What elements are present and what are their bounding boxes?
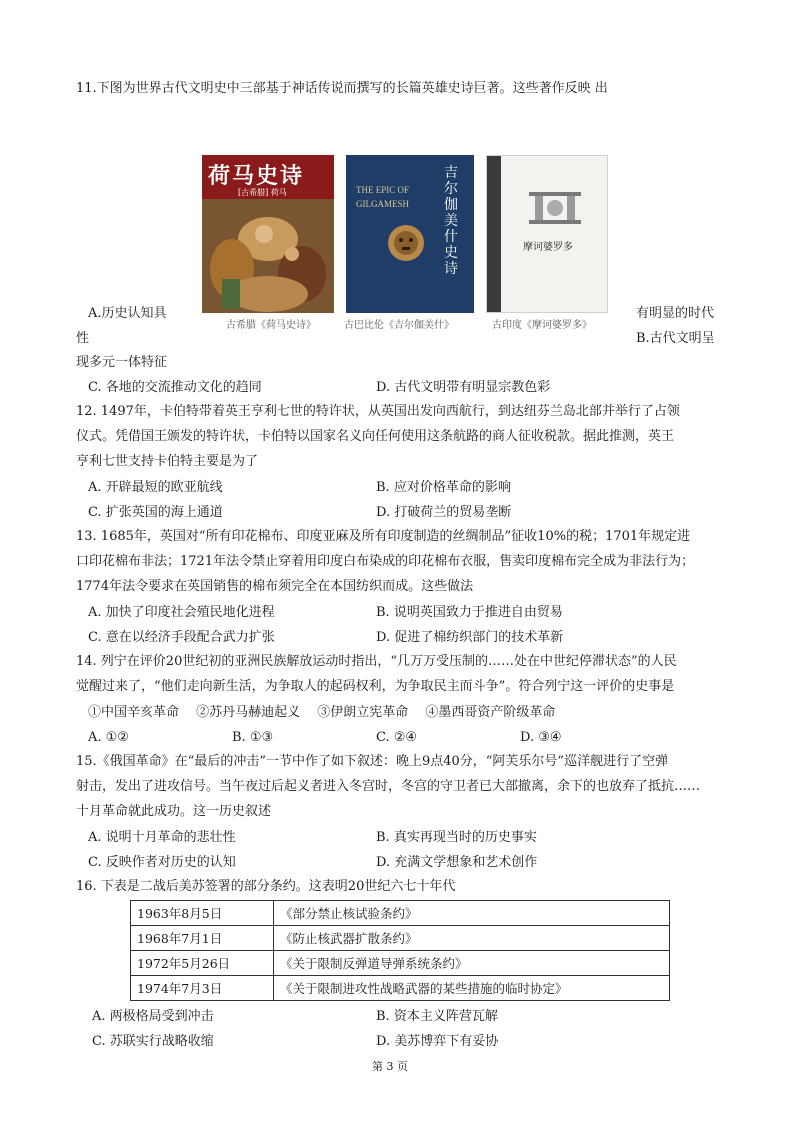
- q12-stem-line-1: 12. 1497年，卡伯特带着英王亨利七世的特许状，从英国出发向西航行，到达纽芬兰岛北部并举行了占领: [76, 404, 680, 419]
- q14-option-d: D. ③④: [520, 730, 562, 745]
- q15-option-d: D. 充满文学想象和艺术创作: [376, 855, 538, 870]
- q15-option-b: B. 真实再现当时的历史事实: [376, 830, 537, 845]
- q11-option-d: D. 古代文明带有明显宗教色彩: [376, 380, 551, 395]
- q15-stem-line-1: 15.《俄国革命》在“最后的冲击”一节中作了如下叙述：晚上9点40分，“阿芙乐尔号”巡洋舰进行了空弹: [76, 754, 669, 769]
- q14-items: ①中国辛亥革命 ②苏丹马赫迪起义 ③伊朗立宪革命 ④墨西哥资产阶级革命: [88, 705, 556, 720]
- homer-cover-sub: [古希腊] 荷马: [238, 188, 287, 197]
- q11-option-b-part1: B.古代文明呈: [636, 331, 715, 346]
- q13-stem-line-1: 13. 1685年，英国对“所有印花棉布、印度亚麻及所有印度制造的丝绸制品”征收10%的税；1701年规定进: [76, 529, 691, 544]
- table-row: [131, 901, 670, 926]
- q12-option-d: D. 打破荷兰的贸易垄断: [376, 505, 512, 520]
- q11-option-a-part2: 有明显的时代: [636, 306, 715, 321]
- homer-cover-title: 荷马史诗: [208, 163, 305, 189]
- treaty-date: 1972年5月26日: [131, 951, 274, 976]
- mahabharata-cover-title: 摩诃婆罗多: [523, 242, 573, 253]
- q16-option-a: A. 两极格局受到冲击: [92, 1009, 214, 1024]
- q13-option-c: C. 意在以经济手段配合武力扩张: [88, 630, 275, 645]
- homer-book-cover: [202, 155, 334, 313]
- q16-stem: 16. 下表是二战后美苏签署的部分条约。这表明20世纪六七十年代: [76, 879, 456, 894]
- gilgamesh-book-cover: [346, 155, 474, 313]
- q13-option-a: A. 加快了印度社会殖民地化进程: [88, 605, 275, 620]
- q12-stem-line-3: 亨利七世支持卡伯特主要是为了: [76, 454, 259, 469]
- treaty-table: [130, 900, 670, 1001]
- q12-option-b: B. 应对价格革命的影响: [376, 480, 511, 495]
- q16-option-c: C. 苏联实行战略收缩: [92, 1034, 214, 1049]
- gilgamesh-caption: 古巴比伦《吉尔伽美什》: [344, 320, 454, 331]
- q11-stem: 11.下图为世界古代文明史中三部基于神话传说而撰写的长篇英雄史诗巨著。这些著作反映 出: [76, 81, 608, 96]
- treaty-date: 1963年8月5日: [131, 901, 274, 926]
- q11-option-a-part3: 性: [76, 331, 90, 346]
- q12-option-a: A. 开辟最短的欧亚航线: [88, 480, 223, 495]
- q13-stem-line-2: 口印花棉布非法；1721年法令禁止穿着用印度白布染成的印花棉布衣服，售卖印度棉布完全成为非法行为；: [76, 554, 695, 569]
- gilgamesh-mask-icon: [386, 223, 426, 263]
- q13-option-d: D. 促进了棉纺织部门的技术革新: [376, 630, 564, 645]
- table-row: [131, 951, 670, 976]
- q14-stem-line-1: 14. 列宁在评价20世纪初的亚洲民族解放运动时指出，“几万万受压制的……处在中世纪停滞状态”的人民: [76, 654, 677, 669]
- homer-caption: 古希腊《荷马史诗》: [226, 320, 316, 331]
- q15-stem-line-3: 十月革命就此成功。这一历史叙述: [76, 804, 272, 819]
- q14-option-b: B. ①③: [232, 730, 274, 745]
- treaty-name: 《防止核武器扩散条约》: [274, 926, 670, 951]
- q11-option-b-part2: 现多元一体特征: [76, 355, 168, 370]
- treaty-date: 1974年7月3日: [131, 976, 274, 1001]
- q14-option-c: C. ②④: [376, 730, 418, 745]
- homer-painting-image: [202, 199, 334, 313]
- q12-option-c: C. 扩张英国的海上通道: [88, 505, 223, 520]
- q15-option-c: C. 反映作者对历史的认知: [88, 855, 236, 870]
- table-row: [131, 926, 670, 951]
- treaty-name: 《关于限制反弹道导弹系统条约》: [274, 951, 670, 976]
- q14-option-a: A. ①②: [88, 730, 129, 745]
- treaty-name: 《部分禁止核试验条约》: [274, 901, 670, 926]
- mahabharata-spine: [487, 156, 501, 312]
- gilgamesh-cover-en: THE EPIC OF GILGAMESH: [356, 185, 410, 209]
- q15-stem-line-2: 射击，发出了进攻信号。当午夜过后起义者进入冬宫时，冬宫的守卫者已大部撤离，余下的也放弃了抵抗……: [76, 779, 701, 794]
- treaty-name: 《关于限制进攻性战略武器的某些措施的临时协定》: [274, 976, 670, 1001]
- q13-stem-line-3: 1774年法令要求在英国销售的棉布须完全在本国纺织而成。这些做法: [76, 579, 474, 594]
- mahabharata-pillar-icon: [525, 186, 585, 226]
- q14-stem-line-2: 觉醒过来了，“他们走向新生活，为争取人的起码权利，为争取民主而斗争”。符合列宁这一评价的史事是: [76, 679, 675, 694]
- treaty-date: 1968年7月1日: [131, 926, 274, 951]
- q15-option-a: A. 说明十月革命的悲壮性: [88, 830, 236, 845]
- q16-option-d: D. 美苏博弈下有妥协: [376, 1034, 499, 1049]
- page-number: 第 3 页: [372, 1060, 408, 1073]
- mahabharata-caption: 古印度《摩诃婆罗多》: [492, 320, 592, 331]
- gilgamesh-cover-title: 吉尔伽美什史诗: [444, 165, 458, 277]
- q16-option-b: B. 资本主义阵营瓦解: [376, 1009, 498, 1024]
- q13-option-b: B. 说明英国致力于推进自由贸易: [376, 605, 563, 620]
- table-row: [131, 976, 670, 1001]
- q12-stem-line-2: 仪式。凭借国王颁发的特许状，卡伯特以国家名义向任何使用这条航路的商人征收税款。据此推测，英王: [76, 429, 675, 444]
- q11-option-c: C. 各地的交流推动文化的趋同: [88, 380, 262, 395]
- q11-option-a-part1: A.历史认知具: [88, 306, 167, 321]
- mahabharata-book-cover: [486, 155, 608, 313]
